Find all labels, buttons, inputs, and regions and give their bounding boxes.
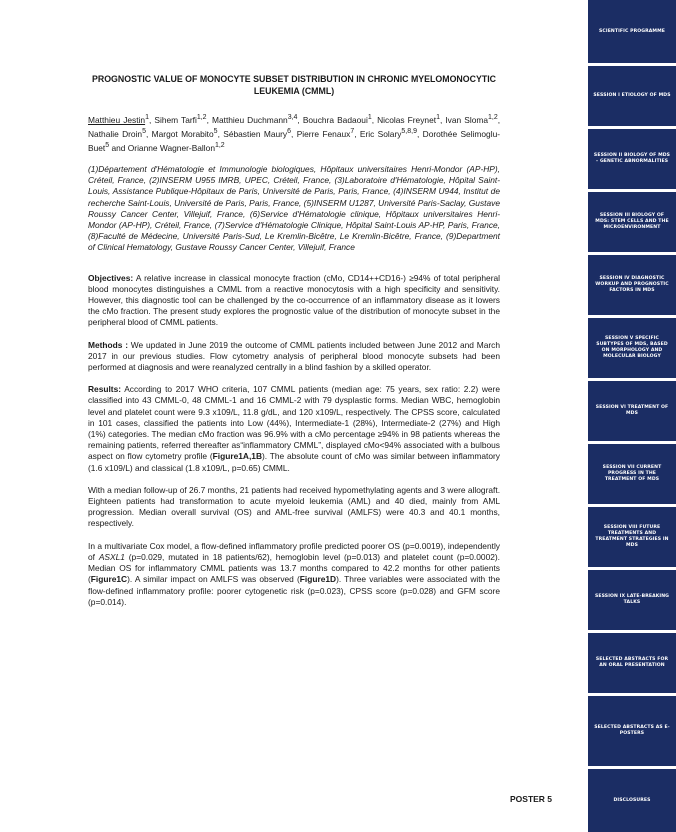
results-section: Results: According to 2017 WHO criteria, 107 CMML patients (median age: 75 years, sex ratio: 2.2) were classified into 43 CMML-0, 48 CMML-1 and 16 CMML-2 with 79 dysplastic forms. Median WBC, hemoglobin level and platelet count were 9.3 x109/L, 11.8 g/dL, and 120 x109/L, respectively. The CPSS score, calculated in 101 cases, classified the patients into Low (44%), Intermediate-1 (28%), Intermediate-2 (27%) and High (1%) categories. The median cMo fraction was 96.9% with a cMo percentage ≥94% in 98 patients whereas the remaining patients, referred thereafter as“inflammatory CMML”, displayed cMo<94% associated with a bulbous aspect on flow cytometry profile (Figure1A,1B). The absolute count of cMo was similar between inflammatory (1.6 x109/L) and classical (1.8 x109/L, p=0.65) CMML. xyxy=(88,384,500,473)
author-name: Matthieu Jestin$^1$ xyxy=(88,114,149,125)
sidebar-item-session-5[interactable]: SESSION V SPECIFIC SUBTYPES OF MDS, BASED ON MORPHOLOGY AND MOLECULAR BIOLOGY xyxy=(588,318,676,378)
sidebar-item-disclosures[interactable]: DISCLOSURES xyxy=(588,769,676,832)
methods-section: Methods : We updated in June 2019 the outcome of CMML patients included between June 2012 and March 2017 in our previous studies. Flow cytometry analysis of peripheral blood monocyte subsets had been performed at diagnosis and were reanalyzed centrally in a blind fashion by a skilled operator. xyxy=(88,339,500,373)
abstract-document xyxy=(88,74,500,619)
author-name: Nicolas Freynet$^1$ xyxy=(377,114,440,125)
sidebar-item-session-3[interactable]: SESSION III BIOLOGY OF MDS: STEM CELLS AND THE MICROENVIRONMENT xyxy=(588,192,676,252)
sidebar-item-session-1[interactable]: SESSION I ETIOLOGY OF MDS xyxy=(588,66,676,126)
abstract-title: PROGNOSTIC VALUE OF MONOCYTE SUBSET DISTRIBUTION IN CHRONIC MYELOMONOCYTIC LEUKEMIA (CMML) xyxy=(91,74,496,96)
author-name: Sihem Tarfi$^{1,2}$ xyxy=(154,114,207,125)
results-label: Results: xyxy=(88,384,122,395)
author-name: Eric Solary$^{5,8,9}$ xyxy=(359,128,417,139)
authors-conjunction: and xyxy=(111,142,126,153)
methods-label: Methods : xyxy=(88,339,129,350)
sidebar-item-oral-abstracts[interactable]: SELECTED ABSTRACTS FOR AN ORAL PRESENTATION xyxy=(588,633,676,693)
sidebar-item-e-posters[interactable]: SELECTED ABSTRACTS AS E-POSTERS xyxy=(588,696,676,766)
sidebar-item-session-9[interactable]: SESSION IX LATE-BREAKING TALKS xyxy=(588,570,676,630)
sidebar-item-session-7[interactable]: SESSION VII CURRENT PROGRESS IN THE TREATMENT OF MDS xyxy=(588,444,676,504)
author-name: Ivan Sloma$^{1,2}$ xyxy=(445,114,498,125)
followup-paragraph: With a median follow-up of 26.7 months, 21 patients had received hypomethylating agents and 3 were allograft. Eighteen patients had transformation to acute myeloid leukemia (AML) and 40 died, mainly from AML progression. Median overall survival (OS) and AML-free survival (AMLFS) were 40.3 and 40.1 months, respectively. xyxy=(88,484,501,529)
author-name: Orianne Wagner-Ballon$^{1,2}$ xyxy=(127,142,225,153)
author-name: Dorothée Selimoglu-Buet$^5$ xyxy=(88,128,501,153)
figure-reference: Figure1C xyxy=(90,574,128,585)
poster-number: POSTER 5 xyxy=(510,794,553,804)
sidebar-item-session-2[interactable]: SESSION II BIOLOGY OF MDS – GENETIC ABNORMALITIES xyxy=(588,129,676,189)
objectives-label: Objectives: xyxy=(88,272,134,283)
sidebar-item-session-8[interactable]: SESSION VIII FUTURE TREATMENTS AND TREATMENT STRATEGIES IN MDS xyxy=(588,507,676,567)
affiliations: (1)Département d'Hématologie et Immunologie biologiques, Hôpitaux universitaires Henri-Mondor (AP-HP), Créteil, France, (2)INSERM U955 IMRB, UPEC, Créteil, France, (3)Laboratoire d'Hématologie, Hôpital Saint-Louis, Assistance Publique-Hôpitaux de Paris, Université de Paris, Paris, France, (4)INSERM U944, Institut de recherche Saint-Louis, Université de Paris, Paris, France, (5)INSERM U1287, Université Paris-Saclay, Gustave Roussy Cancer Center, Villejuif, France, (6)Service d'Hématologie clinique, Hôpitaux universitaires Henri-Mondor (AP-HP), Créteil, France, (7)Service d'Hématologie Clinique, Hôpital Saint-Louis AP-HP, Paris, France, (8)Faculté de Médecine, Université Paris-Sud, Le Kremlin-Bicêtre, Le Kremlin-Bicêtre, France, (9)Department of Clinical Hematology, Gustave Roussy Cancer Center, Villejuif, France xyxy=(88,164,500,253)
author-name: Sébastien Maury$^6$ xyxy=(223,128,292,139)
session-sidebar xyxy=(588,0,676,832)
objectives-section: Objectives: A relative increase in classical monocyte fraction (cMo, CD14++CD16-) ≥94% of total peripheral blood monocytes distinguishes a CMML from a reactive monocytosis with a high specificity and sensitivity. However, this diagnostic tool can be challenged by the co-occurrence of an inflammatory disease as it lowers the cMo fraction. The present study explores the prognostic value of the distribution of monocyte subset in the peripheral blood of CMML patients. xyxy=(88,272,500,328)
author-name: Pierre Fenaux$^7$ xyxy=(296,128,355,139)
author-name: Matthieu Duchmann$^{3,4}$ xyxy=(211,114,298,125)
sidebar-item-scientific-programme[interactable]: SCIENTIFIC PROGRAMME xyxy=(588,0,676,63)
author-name: Bouchra Badaoui$^1$ xyxy=(302,114,372,125)
author-list: Matthieu Jestin$^1$, Sihem Tarfi$^{1,2}$, Matthieu Duchmann$^{3,4}$, Bouchra Badaoui$^1$, Nicolas Freynet$^1$, Ivan Sloma$^{1,2}$, Nathalie Droin$^5$, Margot Morabito$^5$, Sébastien Maury$^6$, Pierre Fenaux$^7$, Eric Solary$^{5,8,9}$, Dorothée Selimoglu-Buet$^5$ and Orianne Wagner-Ballon$^{1,2}$ xyxy=(88,114,501,153)
sidebar-item-session-6[interactable]: SESSION VI TREATMENT OF MDS xyxy=(588,381,676,441)
gene-name: ASXL1 xyxy=(98,551,125,562)
author-name: Nathalie Droin$^5$ xyxy=(88,128,146,139)
figure-reference: Figure1D xyxy=(299,574,337,585)
sidebar-item-session-4[interactable]: SESSION IV DIAGNOSTIC WORKUP AND PROGNOSTIC FACTORS IN MDS xyxy=(588,255,676,315)
multivariate-paragraph: In a multivariate Cox model, a flow-defined inflammatory profile predicted poorer OS (p=0.0019), independently of ASXL1 (p=0.029, mutated in 18 patients/62), hemoglobin level (p=0.013) and platelet count (p=0.0002). Median OS for inflammatory CMML patients was 13.7 months compared to 42.2 months for other patients (Figure1C). A similar impact on AMLFS was observed (Figure1D). Three variables were associated with the flow-defined inflammatory profile: poorer cytogenetic risk (p=0.023), CPSS score (p=0.028) and GFM score (p=0.014). xyxy=(88,540,501,607)
author-name: Margot Morabito$^5$ xyxy=(151,128,218,139)
figure-reference: Figure1A,1B xyxy=(212,451,262,462)
